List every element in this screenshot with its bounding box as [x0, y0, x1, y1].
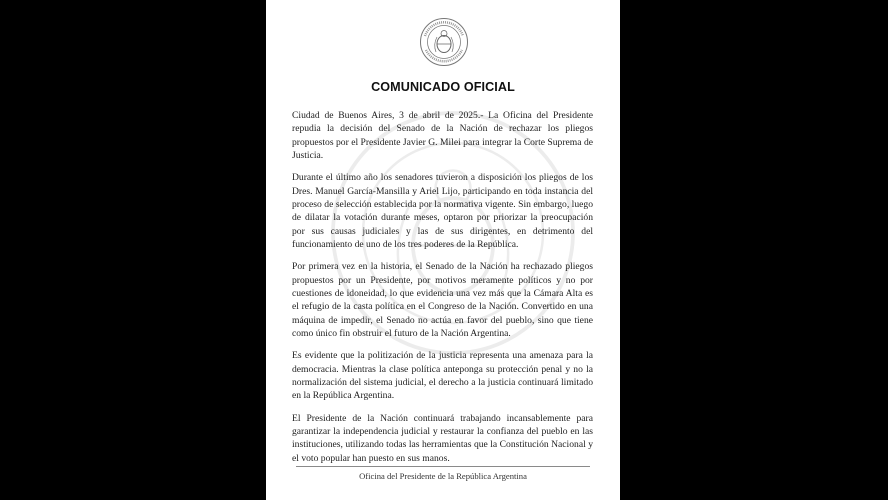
document-footer: Oficina del Presidente de la República Argentina: [359, 471, 527, 481]
document-body: [292, 109, 593, 474]
footer-divider: [296, 466, 590, 467]
paragraph: Por primera vez en la historia, el Senado de la Nación ha rechazado pliegos propuestos por un Presidente, por motivos meramente políticos y no por cuestiones de idoneidad, lo que evidencia una vez más que la Cámara Alta es el refugio de la casta política en el Congreso de la Nación. Convertido en una máquina de impedir, el Senado no actúa en favor del pueblo, sino que tiene como único fin obstruir el futuro de la Nación Argentina.: [292, 261, 593, 339]
paragraph: Es evidente que la politización de la justicia representa una amenaza para la democracia. Mientras la clase política anteponga su protección penal y no la normalización del sistema judicial, el derecho a la justicia continuará limitado en la República Argentina.: [292, 350, 593, 402]
paragraph: Ciudad de Buenos Aires, 3 de abril de 2025.- La Oficina del Presidente repudia la decisión del Senado de la Nación de rechazar los pliegos propuestos por el Presidente Javier G. Milei para integrar la Corte Suprema de Justicia.: [292, 110, 593, 161]
document-page: [266, 0, 620, 500]
presidential-seal-icon: [419, 17, 469, 67]
paragraph: El Presidente de la Nación continuará trabajando incansablemente para garantizar la independencia judicial y restaurar la confianza del pueblo en las instituciones, utilizando todas las herramientas que la Constitución Nacional y el voto popular han puesto en sus manos.: [292, 412, 593, 464]
document-title: COMUNICADO OFICIAL: [371, 80, 515, 94]
paragraph: Durante el último año los senadores tuvieron a disposición los pliegos de los Dres. Manuel García-Mansilla y Ariel Lijo, participando en toda instancia del proceso de selección establecida por la normativa vigente. Sin embargo, luego de dilatar la votación durante meses, optaron por priorizar la preocupación por sus causas judiciales y las de sus dirigentes, en detrimento del funcionamiento de uno de los tres poderes de la República.: [292, 172, 593, 250]
